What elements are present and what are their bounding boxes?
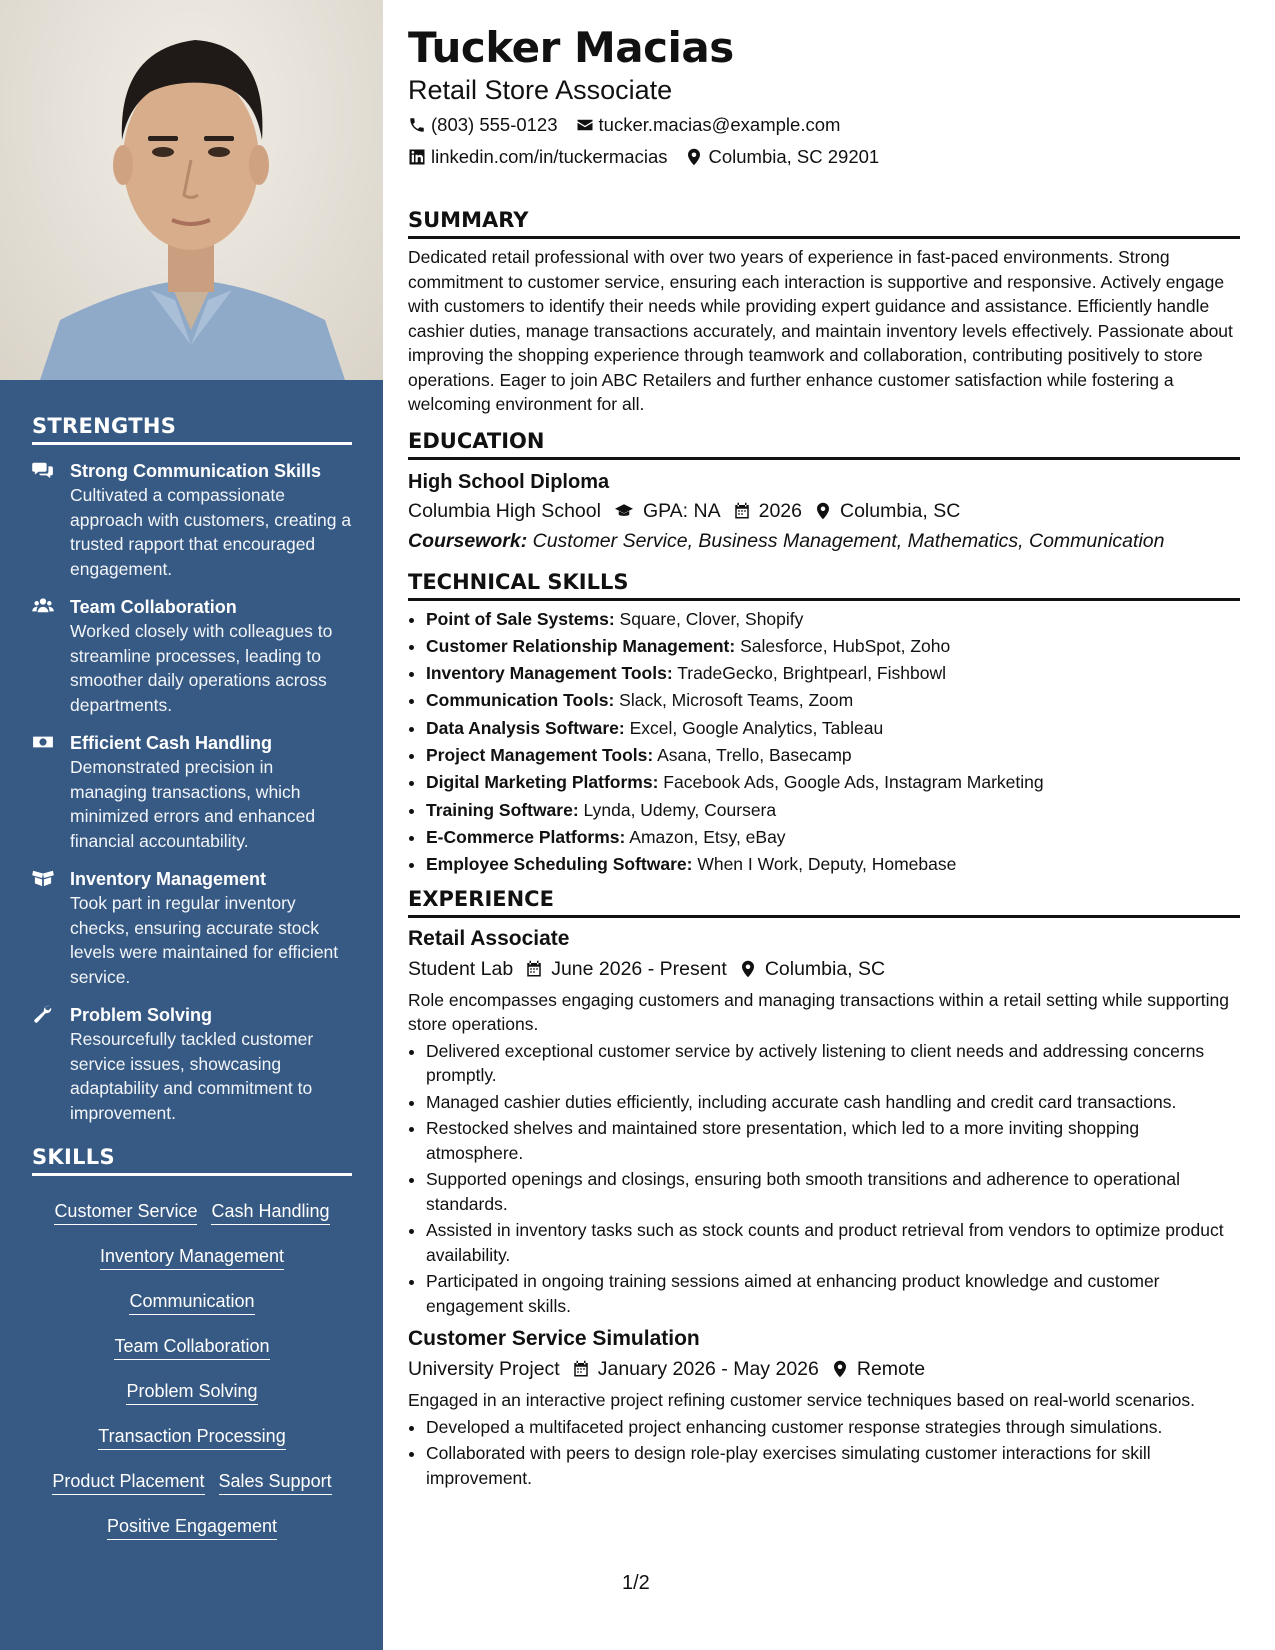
strength-desc: Demonstrated precision in managing transactions, which minimized errors and enhanced financial accountability. xyxy=(70,757,316,851)
candidate-title: Retail Store Associate xyxy=(408,75,673,105)
strength-item xyxy=(32,1003,352,1125)
users-icon xyxy=(32,595,70,717)
skills-list xyxy=(32,1190,352,1550)
skill-tools: Facebook Ads, Google Ads, Instagram Marketing xyxy=(663,772,1044,793)
list-item xyxy=(426,634,1240,659)
skill-tools: Salesforce, HubSpot, Zoho xyxy=(740,635,951,656)
list-item xyxy=(426,798,1240,823)
contact-row xyxy=(408,142,1240,172)
strength-title: Efficient Cash Handling xyxy=(70,733,273,753)
job-title: Retail Associate xyxy=(408,926,570,950)
candidate-name: Tucker Macias xyxy=(408,23,734,72)
skill-tag: Inventory Management xyxy=(100,1245,284,1270)
list-item: • Delivered exceptional customer service by actively listening to client needs and addressing concerns promptly. xyxy=(426,1039,1240,1088)
job-org: University Project xyxy=(408,1358,560,1381)
map-marker-icon xyxy=(685,148,703,166)
list-item xyxy=(426,688,1240,713)
calendar-icon xyxy=(733,502,751,520)
linkedin-icon xyxy=(408,148,426,166)
page-number: 1/2 xyxy=(622,1572,650,1594)
strength-title: Strong Communication Skills xyxy=(70,461,322,481)
skill-category: E-Commerce Platforms: xyxy=(426,826,626,847)
job-meta xyxy=(408,954,1240,984)
sidebar-content xyxy=(32,380,352,1550)
skill-tag: Customer Service xyxy=(54,1200,197,1225)
map-marker-icon xyxy=(739,960,757,978)
education-meta xyxy=(408,496,1240,526)
skill-category: Training Software: xyxy=(426,799,579,820)
job-description: Role encompasses engaging customers and managing transactions within a retail setting while supporting store operations. xyxy=(408,989,1230,1035)
gpa-text: GPA: NA xyxy=(642,499,721,522)
list-item xyxy=(426,716,1240,741)
summary-heading: SUMMARY xyxy=(408,208,1240,239)
graduation-cap-icon xyxy=(613,502,635,520)
job-dates: January 2026 - May 2026 xyxy=(597,1358,819,1381)
list-item: • Supported openings and closings, ensuring both smooth transitions and adherence to operational standards. xyxy=(426,1167,1240,1216)
graduation-year: 2026 xyxy=(758,499,802,522)
skill-tag: Transaction Processing xyxy=(98,1425,285,1450)
main-content xyxy=(408,22,1240,1492)
phone-text: (803) 555-0123 xyxy=(431,114,558,135)
education-heading: EDUCATION xyxy=(408,429,1240,460)
phone-contact xyxy=(408,110,558,140)
box-open-icon xyxy=(32,867,70,989)
calendar-icon xyxy=(572,1360,590,1378)
coursework xyxy=(408,526,1240,556)
skill-category: Customer Relationship Management: xyxy=(426,635,736,656)
skill-tag: Communication xyxy=(129,1290,254,1315)
job-meta xyxy=(408,1354,1240,1384)
skill-category: Data Analysis Software: xyxy=(426,717,625,738)
job-description: Engaged in an interactive project refining customer service techniques based on real-world scenarios. xyxy=(408,1390,1195,1411)
sidebar xyxy=(0,0,383,1650)
strength-title: Inventory Management xyxy=(70,869,267,889)
experience-entry xyxy=(408,1324,1240,1490)
list-item xyxy=(426,743,1240,768)
comments-icon xyxy=(32,459,70,581)
skill-category: Communication Tools: xyxy=(426,690,615,711)
list-item: • Developed a multifaceted project enhancing customer response strategies through simulations. xyxy=(426,1415,1240,1440)
list-item xyxy=(426,770,1240,795)
skill-tag: Cash Handling xyxy=(211,1200,329,1225)
summary-text: Dedicated retail professional with over two years of experience in fast-paced environments. Strong commitment to customer service, ensuring each interaction is supportive and responsive. Actively engage with customers to identify their needs while providing expert guidance and assistance. Efficiently handle cashier duties, manage transactions accurately, and maintain inventory levels effectively. Passionate about improving the shopping experience through teamwork and collaboration, contributing positively to store operations. Eager to join ABC Retailers and further enhance customer satisfaction while fostering a welcoming environment for all. xyxy=(408,247,1233,414)
location-contact xyxy=(685,142,879,172)
strength-item xyxy=(32,867,352,989)
job-location: Remote xyxy=(856,1358,926,1381)
list-item xyxy=(426,607,1240,632)
experience-entry xyxy=(408,924,1240,1319)
map-marker-icon xyxy=(814,502,832,520)
skill-tools: Asana, Trello, Basecamp xyxy=(657,744,852,765)
strength-desc: Took part in regular inventory checks, ensuring accurate stock levels were maintained for efficient service. xyxy=(70,893,339,987)
strength-title: Problem Solving xyxy=(70,1005,213,1025)
list-item: • Collaborated with peers to design role-play exercises simulating customer interactions for skill improvement. xyxy=(426,1441,1240,1490)
skill-tools: Amazon, Etsy, eBay xyxy=(629,826,786,847)
degree-title: High School Diploma xyxy=(408,470,610,493)
list-item xyxy=(426,852,1240,877)
strength-item xyxy=(32,459,352,581)
skill-category: Inventory Management Tools: xyxy=(426,663,673,684)
technical-skills-list xyxy=(408,607,1240,877)
job-location: Columbia, SC xyxy=(764,957,886,980)
skill-tag: Product Placement xyxy=(52,1470,204,1495)
profile-photo xyxy=(0,0,383,380)
school-name: Columbia High School xyxy=(408,499,601,522)
job-bullets xyxy=(408,1415,1240,1491)
wrench-icon xyxy=(32,1003,70,1125)
strength-item xyxy=(32,595,352,717)
skill-tools: TradeGecko, Brightpearl, Fishbowl xyxy=(677,663,946,684)
job-dates: June 2026 - Present xyxy=(551,957,727,980)
phone-icon xyxy=(408,116,426,134)
map-marker-icon xyxy=(831,1360,849,1378)
experience-heading: EXPERIENCE xyxy=(408,887,1240,918)
skill-tools: Lynda, Udemy, Coursera xyxy=(583,799,777,820)
list-item: • Managed cashier duties efficiently, including accurate cash handling and credit card transactions. xyxy=(426,1090,1240,1115)
strength-desc: Resourcefully tackled customer service issues, showcasing adaptability and commitment to improvement. xyxy=(70,1029,314,1123)
list-item: • Assisted in inventory tasks such as stock counts and product retrieval from vendors to optimize product availability. xyxy=(426,1218,1240,1267)
strength-desc: Worked closely with colleagues to streamline processes, leading to smoother daily operations across departments. xyxy=(70,621,333,715)
skill-category: Project Management Tools: xyxy=(426,744,654,765)
skill-tag: Team Collaboration xyxy=(114,1335,269,1360)
skill-category: Digital Marketing Platforms: xyxy=(426,772,659,793)
skill-tools: When I Work, Deputy, Homebase xyxy=(697,854,957,875)
skill-tag: Positive Engagement xyxy=(107,1515,277,1540)
technical-skills-heading: TECHNICAL SKILLS xyxy=(408,570,1240,601)
skill-tools: Excel, Google Analytics, Tableau xyxy=(629,717,884,738)
job-bullets xyxy=(408,1039,1240,1319)
list-item: • Participated in ongoing training sessions aimed at enhancing product knowledge and customer engagement skills. xyxy=(426,1269,1240,1318)
job-title: Customer Service Simulation xyxy=(408,1327,700,1351)
skills-heading: SKILLS xyxy=(32,1145,352,1176)
linkedin-link[interactable]: linkedin.com/in/tuckermacias xyxy=(431,146,668,167)
money-bill-icon xyxy=(32,731,70,853)
contact-row xyxy=(408,110,1240,140)
list-item: • Restocked shelves and maintained store presentation, which led to a more inviting shopping atmosphere. xyxy=(426,1116,1240,1165)
list-item xyxy=(426,825,1240,850)
coursework-list: Customer Service, Business Management, Mathematics, Communication xyxy=(532,529,1165,552)
strength-title: Team Collaboration xyxy=(70,597,237,617)
skill-tag: Problem Solving xyxy=(126,1380,257,1405)
envelope-icon xyxy=(576,116,594,134)
email-contact[interactable] xyxy=(576,110,841,140)
coursework-label: Coursework: xyxy=(408,529,528,552)
linkedin-contact[interactable] xyxy=(408,142,667,172)
email-link[interactable]: tucker.macias@example.com xyxy=(598,114,841,135)
calendar-icon xyxy=(525,960,543,978)
strength-item xyxy=(32,731,352,853)
school-location: Columbia, SC xyxy=(840,499,961,522)
location-text: Columbia, SC 29201 xyxy=(708,146,880,167)
skill-tools: Square, Clover, Shopify xyxy=(619,608,804,629)
skill-category: Point of Sale Systems: xyxy=(426,608,615,629)
strengths-heading: STRENGTHS xyxy=(32,414,352,445)
skill-tools: Slack, Microsoft Teams, Zoom xyxy=(619,690,854,711)
strength-desc: Cultivated a compassionate approach with customers, creating a trusted rapport that encouraged engagement. xyxy=(70,485,352,579)
list-item xyxy=(426,661,1240,686)
skill-tag: Sales Support xyxy=(219,1470,332,1495)
skill-category: Employee Scheduling Software: xyxy=(426,854,693,875)
job-org: Student Lab xyxy=(408,957,514,980)
